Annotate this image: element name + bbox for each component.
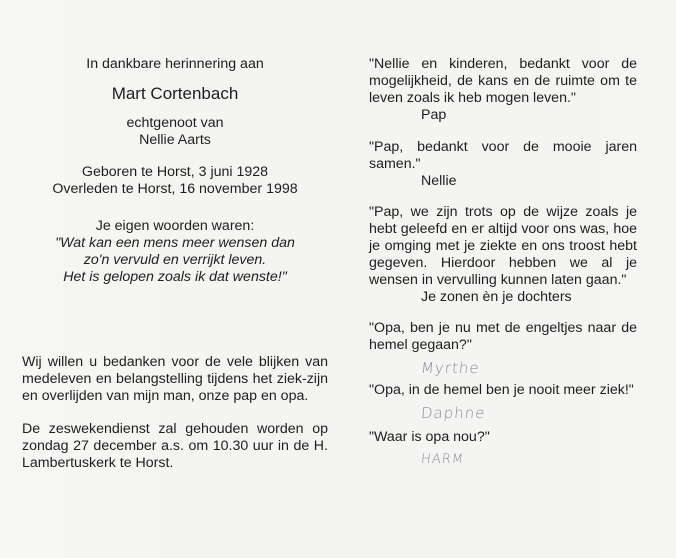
- service-paragraph: De zeswekendienst zal gehouden worden op zondag 27 december a.s. om 10.30 uur in de H. Lambertuskerk te Horst.: [22, 421, 328, 471]
- left-column: [22, 56, 328, 472]
- signature-3: Je zonen èn je dochters: [421, 289, 572, 305]
- quote-line-1: "Wat kan een mens meer wensen dan: [55, 235, 295, 251]
- quote-line-2: zo'n vervuld en verrijkt leven.: [83, 252, 267, 268]
- words-intro: Je eigen woorden waren:: [95, 218, 255, 234]
- right-column: [369, 56, 637, 474]
- thanks-paragraph: Wij willen u bedanken voor de vele blijken van medeleven en belangstelling tijdens het ziek-zijn en overlijden van mijn man, onze pap en opa.: [22, 354, 328, 404]
- message-2: "Pap, bedankt voor de mooie jaren samen.": [369, 139, 637, 172]
- intro-text: In dankbare herinnering aan: [86, 56, 264, 72]
- signature-1: Pap: [421, 107, 447, 123]
- died-line: Overleden te Horst, 16 november 1998: [52, 181, 298, 197]
- born-line: Geboren te Horst, 3 juni 1928: [81, 164, 269, 180]
- message-3: "Pap, we zijn trots op de wijze zoals je hebt geleefd en er altijd voor ons was, hoe je omging met je ziekte en ons troost hebt gegeven. Hierdoor hebben we al je wensen in vervulling kunnen laten gaan.": [369, 204, 637, 288]
- handwritten-signature-5: Daphne: [420, 404, 487, 422]
- signature-2: Nellie: [421, 173, 457, 189]
- message-6: "Waar is opa nou?": [369, 429, 490, 445]
- spouse-line-1: echtgenoot van: [126, 115, 224, 131]
- message-1: "Nellie en kinderen, bedankt voor de mogelijkheid, de kans en de ruimte om te leven zoals ik heb mogen leven.": [369, 56, 637, 106]
- handwritten-signature-6: HARM: [420, 452, 465, 467]
- spouse-line-2: Nellie Aarts: [139, 132, 211, 148]
- message-4: "Opa, ben je nu met de engeltjes naar de hemel gegaan?": [369, 320, 637, 353]
- quote-line-3: Het is gelopen zoals ik dat wenste!": [63, 269, 287, 285]
- deceased-name: Mart Cortenbach: [111, 84, 239, 103]
- handwritten-signature-4: Myrthe: [420, 359, 481, 377]
- message-5: "Opa, in de hemel ben je nooit meer ziek!": [369, 382, 634, 398]
